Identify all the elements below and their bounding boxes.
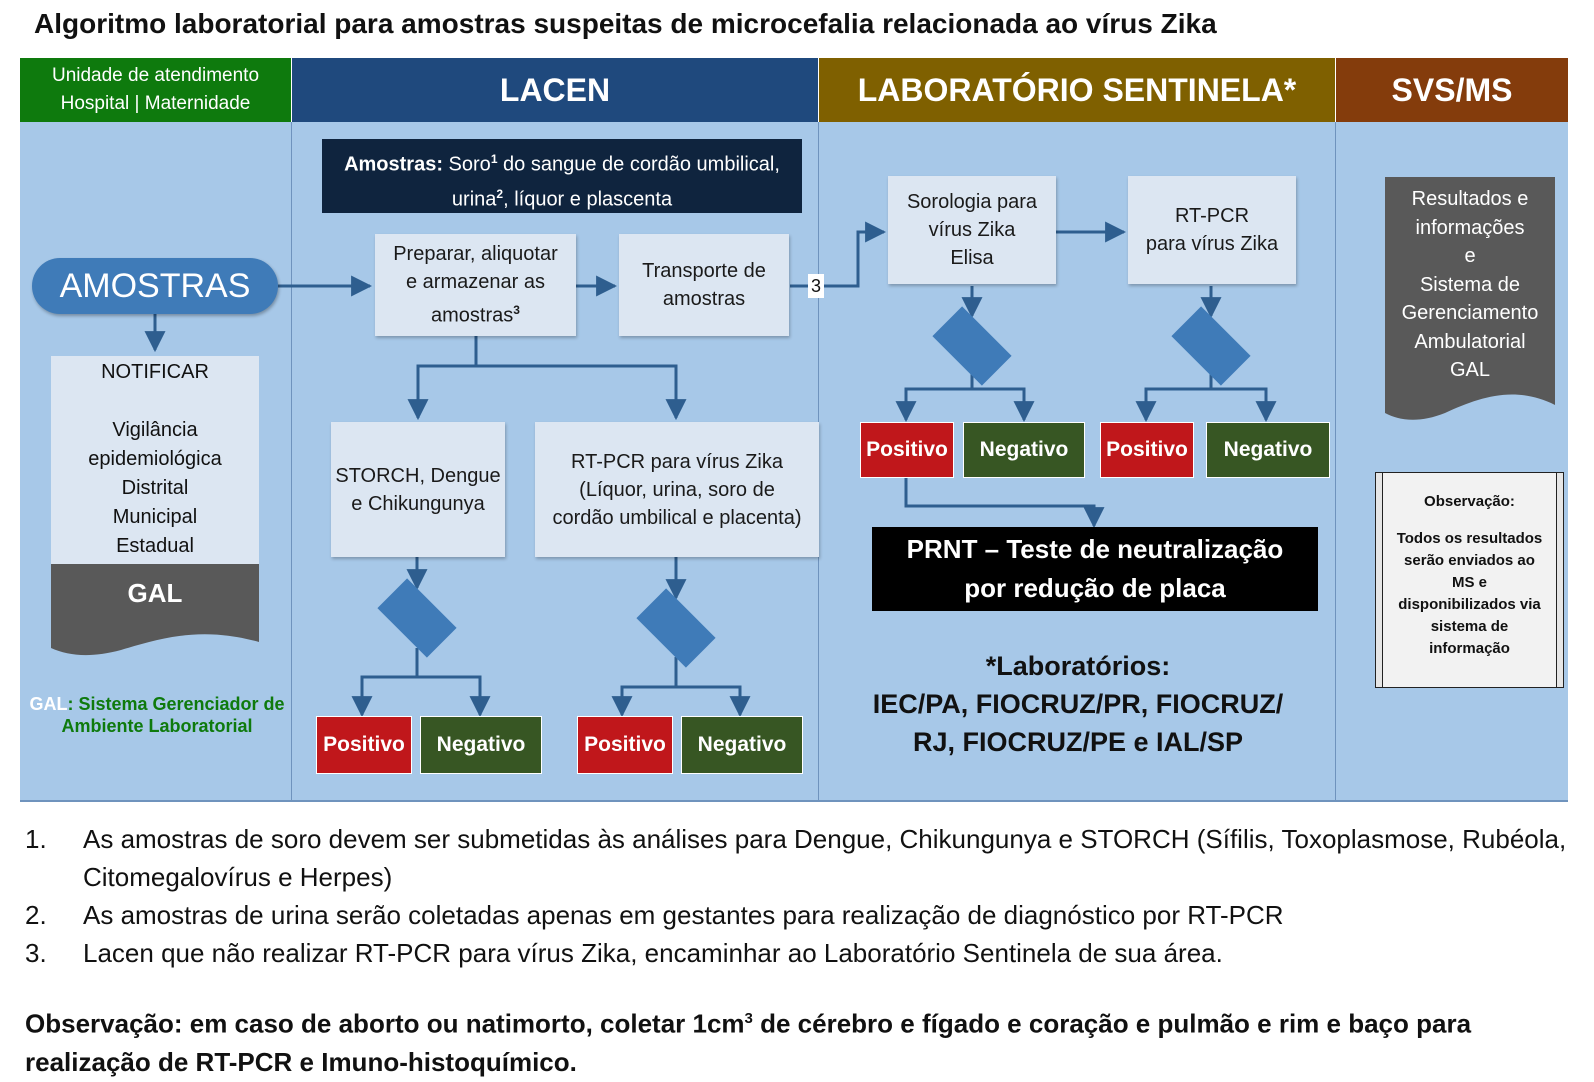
amostras-info-soro: Soro	[443, 153, 491, 176]
sorologia-box: Sorologia para vírus Zika Elisa	[888, 176, 1056, 284]
amostras-info-line1	[322, 145, 802, 180]
rtpcr-sentinela-box: RT-PCR para vírus Zika	[1128, 176, 1296, 284]
header-lacen-label: LACEN	[499, 71, 611, 108]
result-negativo-rtpcr-sentinela: Negativo	[1206, 422, 1330, 478]
resultados-text: Resultados e informações e Sistema de Gerenciamento Ambulatorial GAL	[1401, 188, 1539, 381]
footnote-ref-2: 2	[496, 186, 504, 201]
observacao-title: Observação:	[1424, 493, 1515, 510]
header-sentinela-label: LABORATÓRIO SENTINELA*	[857, 71, 1297, 108]
result-positivo-rtpcr-lacen: Positivo	[577, 716, 673, 774]
header-svs-label: SVS/MS	[1391, 71, 1513, 108]
footnote-text: Lacen que não realizar RT-PCR para vírus Zika, encaminhar ao Laboratório Sentinela de sua área.	[83, 938, 1223, 968]
footnote-ref-1: 1	[490, 152, 498, 166]
result-positivo-sorologia: Positivo	[860, 422, 954, 478]
result-positivo-storch: Positivo	[316, 716, 412, 774]
observacao-text: Todos os resultados serão enviados ao MS e disponibilizados via sistema de informação	[1396, 530, 1543, 657]
gal-legend	[22, 693, 292, 737]
notificar-document	[51, 356, 259, 656]
footnote-item-2	[25, 896, 1575, 934]
final-observation-sup: 3	[744, 1010, 753, 1027]
footnotes-list	[25, 820, 1575, 972]
observacao-box	[1375, 472, 1564, 688]
transporte-box: Transporte de amostras	[619, 234, 789, 336]
amostras-label: AMOSTRAS	[59, 266, 251, 305]
final-observation-part2: de cérebro e fígado e coração e pulmão e rim e baço para realização de RT-PCR e Imuno-histoquímico.	[25, 1008, 1472, 1077]
footnote-number: 1.	[25, 824, 47, 854]
result-negativo-storch: Negativo	[420, 716, 542, 774]
amostras-info-urina: urina	[451, 188, 497, 211]
footnote-number: 2.	[25, 900, 47, 930]
observacao-inner	[1382, 473, 1557, 687]
laboratorios-list: *Laboratórios: IEC/PA, FIOCRUZ/PR, FIOCRUZ/ RJ, FIOCRUZ/PE e IAL/SP	[872, 651, 1284, 757]
footnote-number: 3.	[25, 938, 47, 968]
footnote-text: As amostras de soro devem ser submetidas às análises para Dengue, Chikungunya e STORCH (Sífilis, Toxoplasmose, Rubéola, Citomegalovírus e Herpes)	[83, 824, 1567, 892]
gal-legend-abbr: GAL	[29, 694, 68, 714]
rtpcr-lacen-box: RT-PCR para vírus Zika (Líquor, urina, soro de cordão umbilical e placenta)	[535, 422, 819, 557]
page-title: Algoritmo laboratorial para amostras suspeitas de microcefalia relacionada ao vírus Zika	[34, 8, 1217, 39]
footnote-ref-3: 3	[513, 303, 520, 318]
gal-legend-text: : Sistema Gerenciador de Ambiente Laboratorial	[61, 694, 285, 736]
amostras-node	[32, 258, 278, 314]
header-unidade-line1: Unidade de atendimento	[51, 65, 260, 86]
amostras-info-box	[322, 139, 802, 213]
amostras-info-line2	[322, 180, 802, 215]
final-observation-part1: Observação: em caso de aborto ou natimorto, coletar 1cm	[25, 1008, 745, 1039]
footnote-item-3	[25, 934, 1575, 972]
gal-label: GAL	[127, 578, 183, 608]
storch-box: STORCH, Dengue e Chikungunya	[331, 422, 505, 557]
preparar-text: Preparar, aliquotar e armazenar as amostras	[393, 243, 558, 327]
result-negativo-rtpcr-lacen: Negativo	[681, 716, 803, 774]
result-negativo-sorologia: Negativo	[963, 422, 1085, 478]
header-unidade-line2: Hospital | Maternidade	[60, 93, 251, 114]
preparar-box	[375, 234, 576, 336]
final-observation	[25, 1000, 1570, 1081]
amostras-info-bold: Amostras:	[344, 153, 443, 176]
notificar-text: NOTIFICAR Vigilância epidemiológica Distrital Municipal Estadual	[51, 356, 259, 566]
footnote-item-1	[25, 820, 1575, 896]
resultados-document	[1385, 177, 1555, 425]
result-positivo-rtpcr-sentinela: Positivo	[1100, 422, 1194, 478]
amostras-info-cordao: do sangue de cordão umbilical,	[497, 153, 780, 176]
prnt-box: PRNT – Teste de neutralização por redução de placa	[872, 527, 1318, 611]
footnote-text: As amostras de urina serão coletadas apenas em gestantes para realização de diagnóstico por RT-PCR	[83, 900, 1284, 930]
footnote-marker-3: 3	[808, 274, 824, 298]
amostras-info-liquor: , líquor e plascenta	[503, 188, 673, 211]
